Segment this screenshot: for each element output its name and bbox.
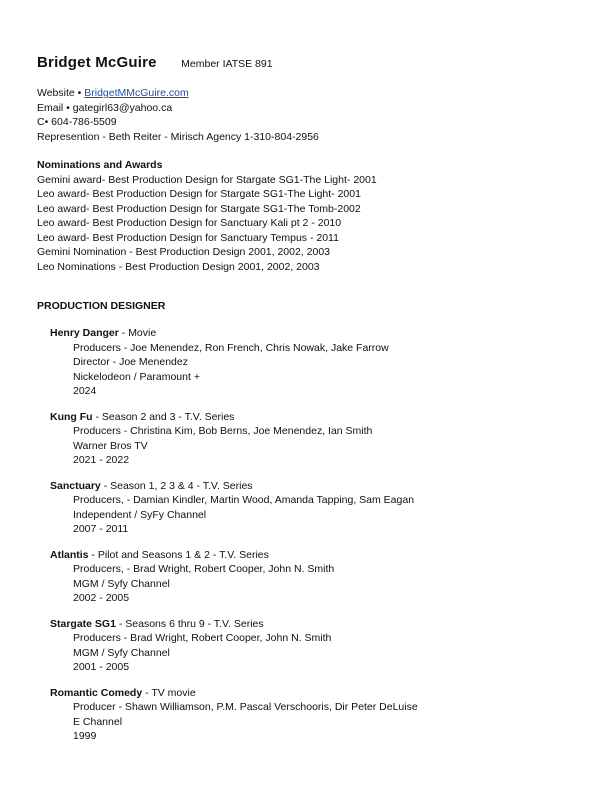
- awards-section: [37, 158, 377, 274]
- credit-type: - Movie: [118, 327, 157, 339]
- credit-entry: [50, 326, 418, 399]
- credit-entry: [50, 617, 418, 675]
- credit-type: - TV movie: [142, 686, 196, 699]
- credit-entry: [50, 548, 418, 606]
- credit-detail: Producers - Joe Menendez, Ron French, Chris Nowak, Jake Farrow: [73, 341, 389, 354]
- credit-title: Sanctuary: [50, 479, 101, 492]
- credit-title: Atlantis: [50, 548, 89, 561]
- award-item: Gemini Nomination - Best Production Design 2001, 2002, 2003: [37, 246, 331, 258]
- credit-detail: Independent / SyFy Channel: [73, 508, 207, 521]
- email-line: Email • gategirl63@yahoo.ca: [37, 101, 173, 114]
- credit-detail: 2021 - 2022: [73, 454, 130, 466]
- credit-type: - Season 2 and 3 - T.V. Series: [92, 410, 235, 423]
- credit-entry: [50, 479, 418, 537]
- representation-line: Represention - Beth Reiter - Mirisch Agency 1-310-804-2956: [37, 130, 319, 143]
- website-label: Website •: [37, 87, 85, 99]
- credit-detail: 1999: [73, 730, 97, 742]
- credit-heading: [50, 410, 418, 425]
- credit-detail: 2007 - 2011: [73, 523, 129, 535]
- credit-detail: Producers - Christina Kim, Bob Berns, Joe Menendez, Ian Smith: [73, 425, 373, 437]
- credit-detail: Producer - Shawn Williamson, P.M. Pascal Verschooris, Dir Peter DeLuise: [73, 701, 418, 713]
- person-name: Bridget McGuire: [37, 54, 157, 71]
- website-line: [37, 86, 319, 101]
- credit-title: Romantic Comedy: [50, 686, 143, 699]
- credit-type: - Season 1, 2 3 & 4 - T.V. Series: [100, 479, 253, 492]
- credits-list: [50, 326, 418, 755]
- credit-detail: Producers, - Brad Wright, Robert Cooper, John N. Smith: [73, 563, 335, 575]
- credit-detail: 2024: [73, 385, 97, 397]
- credit-detail: Warner Bros TV: [73, 439, 148, 452]
- credit-detail: Nickelodeon / Paramount +: [73, 370, 200, 383]
- credit-detail: Producers, - Damian Kindler, Martin Wood, Amanda Tapping, Sam Eagan: [73, 494, 415, 506]
- credit-detail: MGM / Syfy Channel: [73, 646, 170, 659]
- award-item: Leo award- Best Production Design for Sanctuary Tempus - 2011: [37, 231, 339, 244]
- credit-detail: 2001 - 2005: [73, 661, 130, 673]
- credit-detail: Director - Joe Menendez: [73, 356, 188, 368]
- award-item: Leo Nominations - Best Production Design 2001, 2002, 2003: [37, 260, 320, 273]
- website-link[interactable]: BridgetMMcGuire.com: [84, 87, 189, 99]
- credit-type: - Seasons 6 thru 9 - T.V. Series: [115, 617, 264, 630]
- credit-heading: [50, 617, 418, 632]
- resume-header: [37, 54, 273, 72]
- award-item: Leo award- Best Production Design for Stargate SG1-The Tomb-2002: [37, 202, 361, 215]
- credit-entry: [50, 686, 418, 744]
- credit-detail: MGM / Syfy Channel: [73, 577, 170, 590]
- credit-heading: [50, 326, 418, 341]
- credit-heading: [50, 548, 418, 563]
- credit-detail: E Channel: [73, 715, 123, 728]
- award-item: Leo award- Best Production Design for Stargate SG1-The Light- 2001: [37, 188, 361, 200]
- credit-title: Kung Fu: [50, 410, 93, 423]
- credit-heading: [50, 686, 418, 701]
- awards-heading: Nominations and Awards: [37, 159, 163, 171]
- credit-type: - Pilot and Seasons 1 & 2 - T.V. Series: [88, 548, 269, 561]
- credit-title: Stargate SG1: [50, 617, 116, 630]
- contact-block: [37, 86, 319, 144]
- credit-entry: [50, 410, 418, 468]
- award-item: Gemini award- Best Production Design for Stargate SG1-The Light- 2001: [37, 173, 377, 186]
- credit-detail: 2002 - 2005: [73, 592, 130, 604]
- cell-line: C• 604-786-5509: [37, 116, 117, 128]
- credit-detail: Producers - Brad Wright, Robert Cooper, John N. Smith: [73, 632, 332, 644]
- credit-heading: [50, 479, 418, 494]
- award-item: Leo award- Best Production Design for Sanctuary Kali pt 2 - 2010: [37, 217, 342, 229]
- member-affiliation: Member IATSE 891: [181, 58, 273, 70]
- section-title: PRODUCTION DESIGNER: [37, 300, 166, 312]
- credit-title: Henry Danger: [50, 327, 119, 339]
